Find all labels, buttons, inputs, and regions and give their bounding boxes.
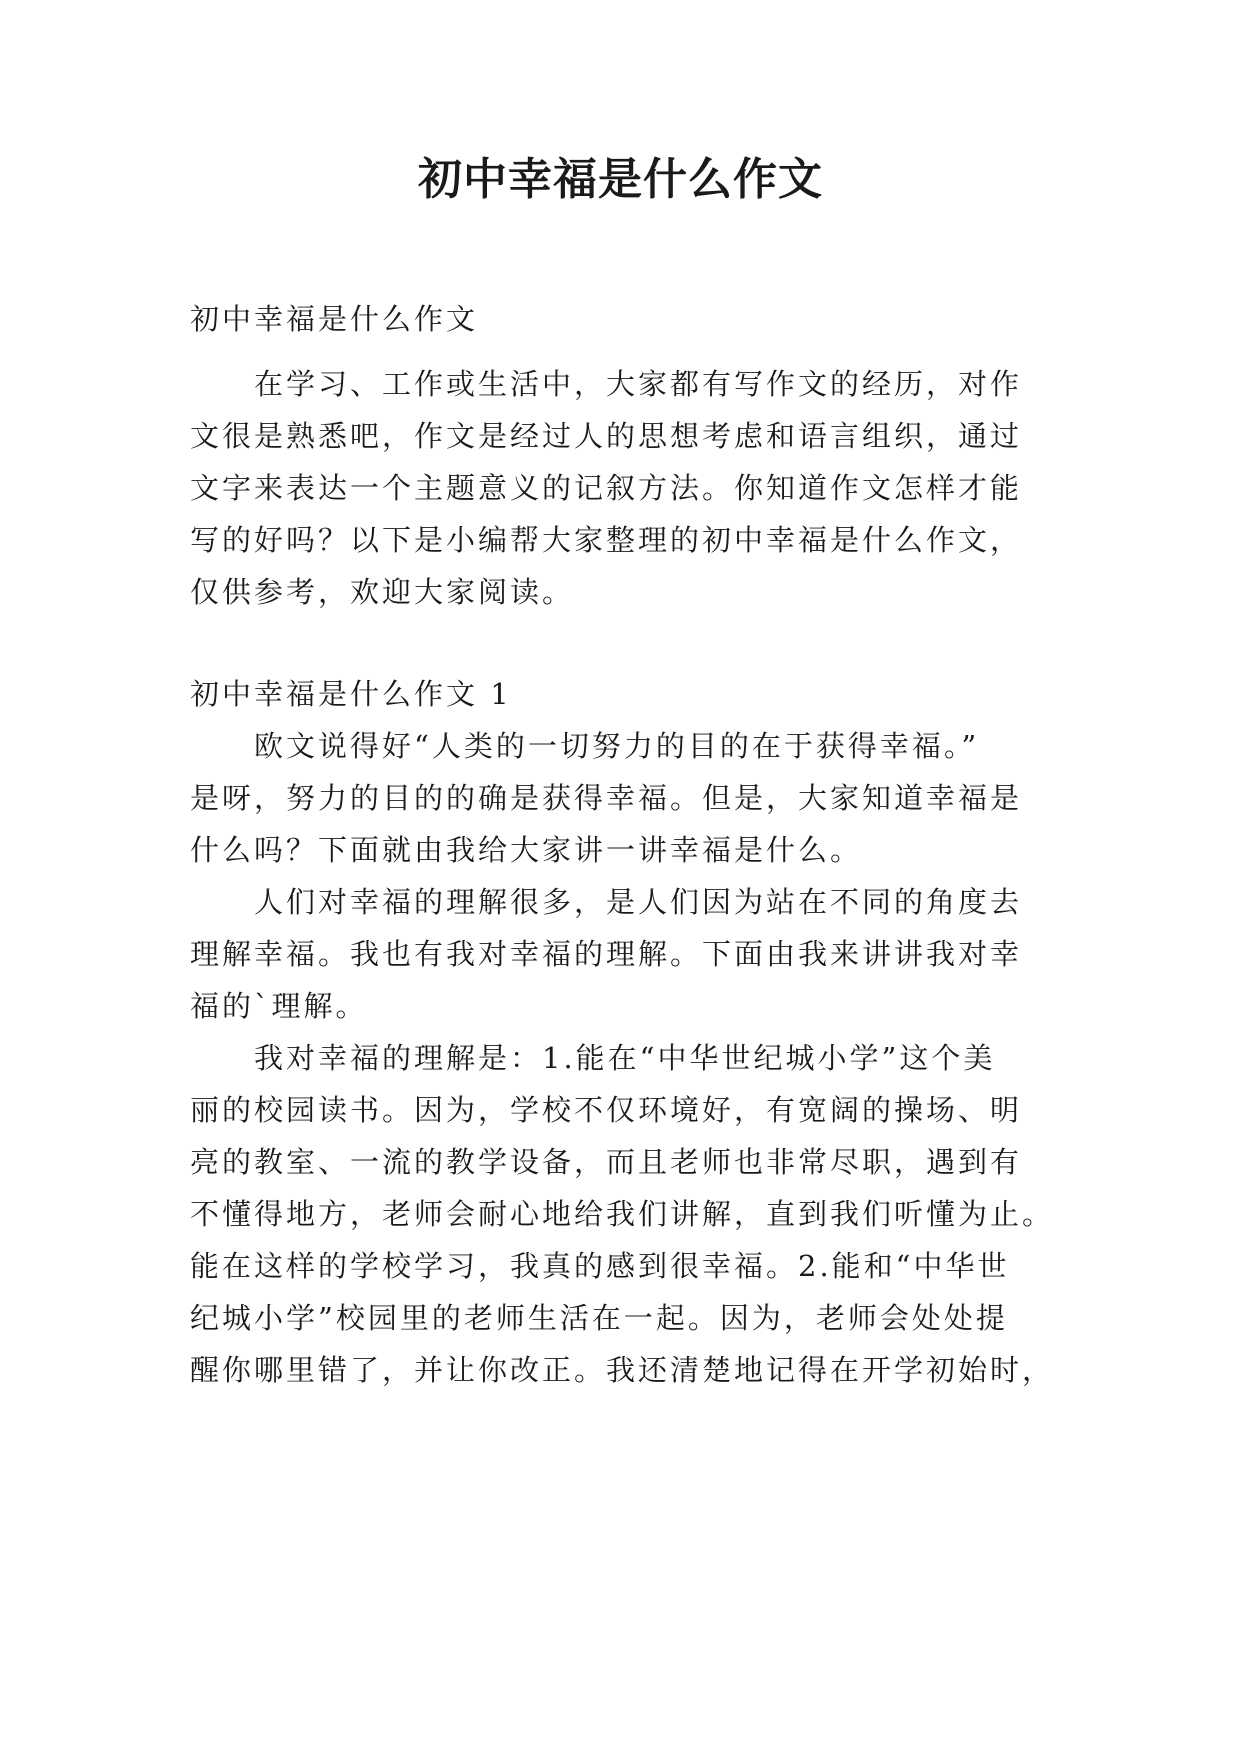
intro-line: 仅供参考，欢迎大家阅读。: [190, 575, 575, 609]
section-line: 理解幸福。我也有我对幸福的理解。下面由我来讲讲我对幸: [190, 937, 1023, 971]
section-line: 丽的校园读书。因为，学校不仅环境好，有宽阔的操场、明: [190, 1093, 1023, 1127]
section-line: 是呀，努力的目的的确是获得幸福。但是，大家知道幸福是: [190, 781, 1023, 815]
intro-line: 在学习、工作或生活中，大家都有写作文的经历，对作: [190, 367, 1023, 401]
intro-line: 写的好吗？以下是小编帮大家整理的初中幸福是什么作文，: [190, 523, 1023, 557]
section-line: 什么吗？下面就由我给大家讲一讲幸福是什么。: [190, 833, 863, 867]
section-line: 福的`理解。: [190, 989, 368, 1023]
section-line: 纪城小学”校园里的老师生活在一起。因为，老师会处处提: [190, 1301, 1008, 1335]
section-line: 人们对幸福的理解很多，是人们因为站在不同的角度去: [190, 885, 1023, 919]
section-line: 亮的教室、一流的教学设备，而且老师也非常尽职，遇到有: [190, 1145, 1023, 1179]
intro-line: 文很是熟悉吧，作文是经过人的思想考虑和语言组织，通过: [190, 419, 1023, 453]
document-title: 初中幸福是什么作文: [418, 154, 823, 205]
document-subtitle: 初中幸福是什么作文: [190, 302, 479, 336]
section-line: 醒你哪里错了，并让你改正。我还清楚地记得在开学初始时，: [190, 1353, 1055, 1387]
section-line: 不懂得地方，老师会耐心地给我们讲解，直到我们听懂为止。: [190, 1197, 1055, 1231]
section-heading: 初中幸福是什么作文 1: [190, 677, 512, 711]
section-line: 我对幸福的理解是：1.能在“中华世纪城小学”这个美: [190, 1041, 996, 1075]
intro-line: 文字来表达一个主题意义的记叙方法。你知道作文怎样才能: [190, 471, 1023, 505]
section-line: 能在这样的学校学习，我真的感到很幸福。2.能和“中华世: [190, 1249, 1010, 1283]
section-line: 欧文说得好“人类的一切努力的目的在于获得幸福。”: [190, 729, 980, 763]
